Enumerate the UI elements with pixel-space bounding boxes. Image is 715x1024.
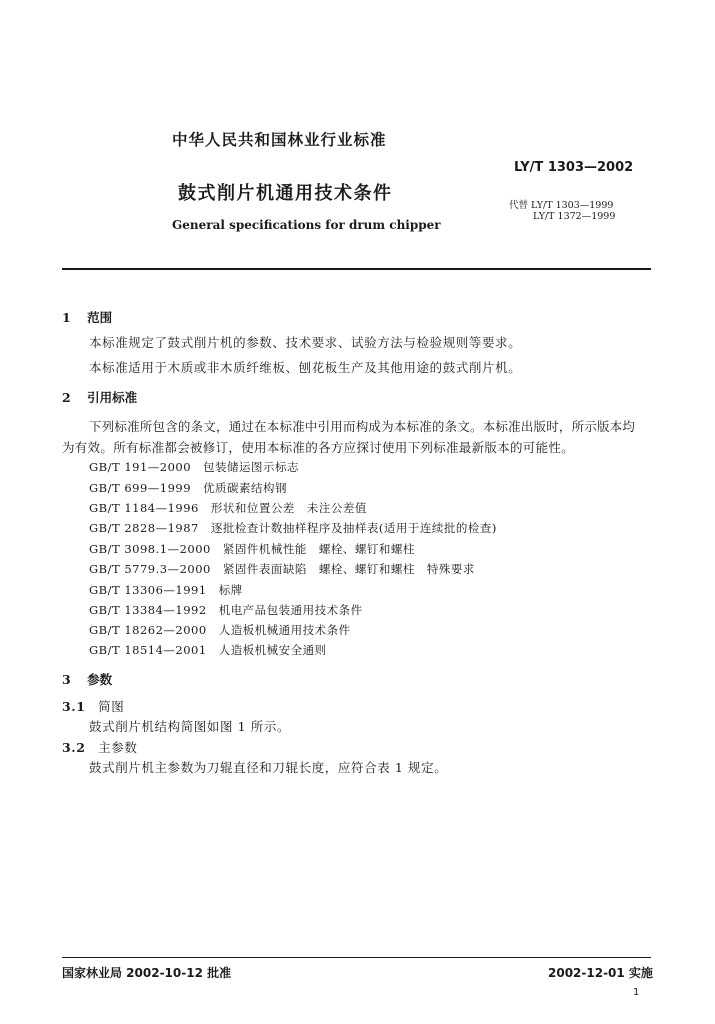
replaces-standard-2: LY/T 1372—1999	[533, 211, 616, 222]
subsection-3-1-heading	[62, 697, 124, 715]
reference-item: GB/T 3098.1—2000 紧固件机械性能 螺栓、螺钉和螺柱	[89, 542, 415, 556]
reference-item: GB/T 13306—1991 标牌	[89, 583, 243, 597]
section-title: 范围	[87, 310, 113, 325]
reference-item: GB/T 1184—1996 形状和位置公差 未注公差值	[89, 501, 367, 515]
effective-date: 2002-12-01 实施	[548, 966, 653, 980]
reference-item: GB/T 5779.3—2000 紧固件表面缺陷 螺栓、螺钉和螺柱 特殊要求	[89, 562, 475, 576]
reference-item: GB/T 18262—2000 人造板机械通用技术条件	[89, 623, 351, 637]
section-2-paragraph-line-2: 为有效。所有标准都会被修订，使用本标准的各方应探讨使用下列标准最新版本的可能性。	[62, 440, 575, 455]
section-number: 2	[62, 390, 71, 405]
reference-item: GB/T 191—2000 包装储运图示标志	[89, 460, 300, 474]
subsection-title: 简图	[98, 699, 125, 714]
subsection-number: 3.1	[62, 699, 86, 714]
section-1-heading	[62, 308, 112, 326]
subsection-number: 3.2	[62, 740, 86, 755]
section-3-heading	[62, 670, 112, 688]
replaces-label: 代替	[509, 200, 529, 211]
reference-item: GB/T 18514—2001 人造板机械安全通则	[89, 643, 327, 657]
document-title-cn: 鼓式削片机通用技术条件	[178, 183, 393, 204]
standard-number: LY/T 1303—2002	[514, 160, 634, 175]
document-title-en: General specifications for drum chipper	[172, 218, 441, 232]
replaces-block	[509, 200, 615, 222]
page-number: 1	[633, 987, 640, 998]
section-1-paragraph-1: 本标准规定了鼓式削片机的参数、技术要求、试验方法与检验规则等要求。	[89, 335, 522, 350]
section-2-heading	[62, 388, 137, 406]
section-1-paragraph-2: 本标准适用于木质或非木质纤维板、刨花板生产及其他用途的鼓式削片机。	[89, 360, 522, 375]
section-title: 引用标准	[87, 390, 138, 405]
subsection-title: 主参数	[98, 740, 138, 755]
footer-rule	[62, 957, 651, 958]
header-rule	[62, 268, 651, 270]
reference-item: GB/T 13384—1992 机电产品包装通用技术条件	[89, 603, 363, 617]
issuer-title: 中华人民共和国林业行业标准	[172, 131, 387, 149]
approval-date: 国家林业局 2002-10-12 批准	[62, 966, 232, 980]
section-number: 3	[62, 672, 71, 687]
reference-item: GB/T 699—1999 优质碳素结构钢	[89, 481, 288, 495]
reference-item: GB/T 2828—1987 逐批检查计数抽样程序及抽样表(适用于连续批的检查)	[89, 521, 497, 535]
subsection-3-2-text: 鼓式削片机主参数为刀辊直径和刀辊长度，应符合表 1 规定。	[89, 760, 448, 775]
subsection-3-1-text: 鼓式削片机结构简图如图 1 所示。	[89, 719, 291, 734]
section-2-paragraph-line-1: 下列标准所包含的条文，通过在本标准中引用而构成为本标准的条文。本标准出版时，所示版本均	[89, 419, 636, 434]
subsection-3-2-heading	[62, 738, 137, 756]
section-number: 1	[62, 310, 71, 325]
section-title: 参数	[87, 672, 113, 687]
replaces-standard-1: LY/T 1303—1999	[531, 200, 614, 211]
